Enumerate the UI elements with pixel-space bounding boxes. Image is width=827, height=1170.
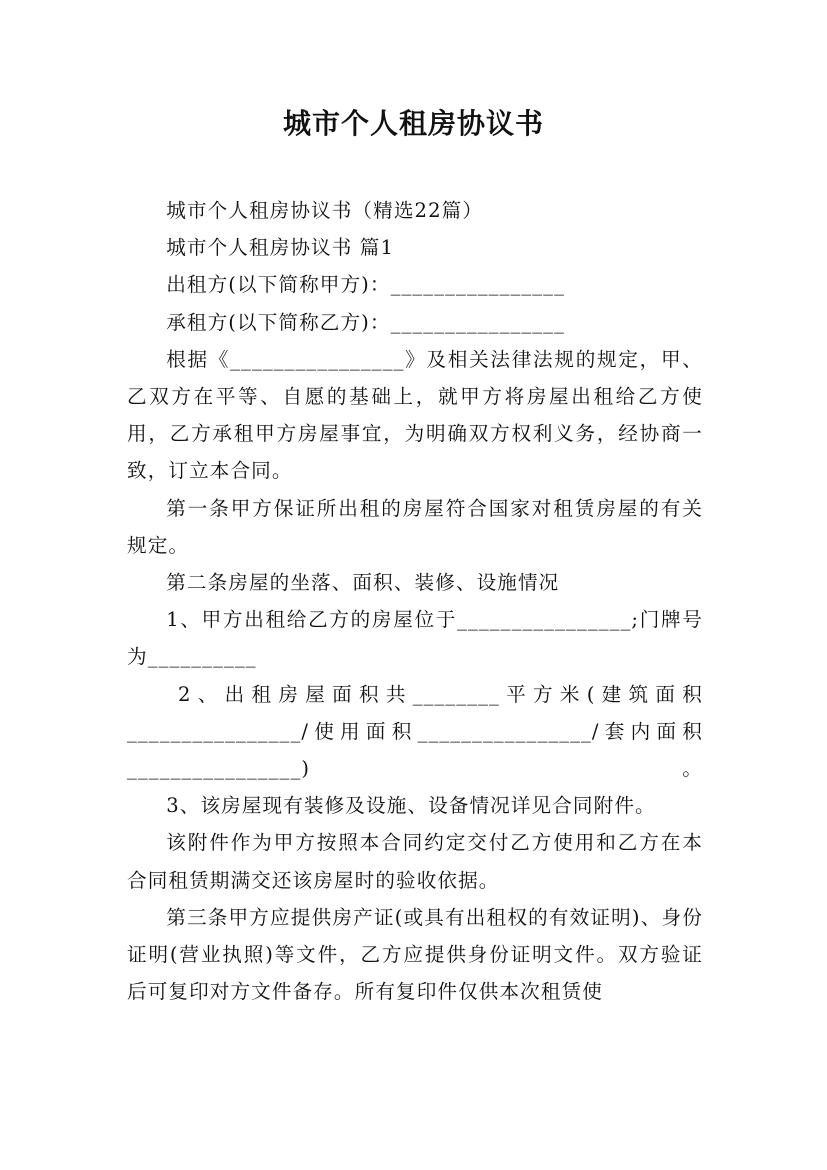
document-title: 城市个人租房协议书 (282, 107, 544, 140)
paragraph-subtitle: 城市个人租房协议书（精选22篇） (166, 199, 484, 222)
paragraph-section-heading: 城市个人租房协议书 篇1 (166, 236, 395, 260)
paragraph-item-1: 1、甲方出租给乙方的房屋位于________________;门牌号为__________ (127, 608, 703, 669)
paragraph-article-2: 第二条房屋的坐落、面积、装修、设施情况 (166, 571, 560, 595)
paragraph-lessee: 承租方(以下简称乙方)：________________ (166, 310, 565, 334)
paragraph-item-2: 2、出租房屋面积共________平方米(建筑面积________________/使用面积________________/套内面积________________)。 (127, 682, 703, 781)
paragraph-attachment: 该附件作为甲方按照本合同约定交付乙方使用和乙方在本合同租赁期满交还该房屋时的验收依据。 (127, 831, 703, 892)
paragraph-lessor: 出租方(以下简称甲方)：________________ (166, 273, 565, 297)
paragraph-article-1: 第一条甲方保证所出租的房屋符合国家对租赁房屋的有关规定。 (127, 496, 703, 557)
document-body (127, 192, 703, 1010)
paragraph-preamble: 根据《________________》及相关法律法规的规定，甲、乙双方在平等、自愿的基础上，就甲方将房屋出租给乙方使用，乙方承租甲方房屋事宜，为明确双方权利义务，经协商一致，订立本合同。 (127, 347, 703, 483)
paragraph-article-3: 第三条甲方应提供房产证(或具有出租权的有效证明)、身份证明(营业执照)等文件，乙方应提供身份证明文件。双方验证后可复印对方文件备存。所有复印件仅供本次租赁使 (127, 905, 703, 1004)
paragraph-item-3: 3、该房屋现有装修及设施、设备情况详见合同附件。 (166, 794, 656, 818)
